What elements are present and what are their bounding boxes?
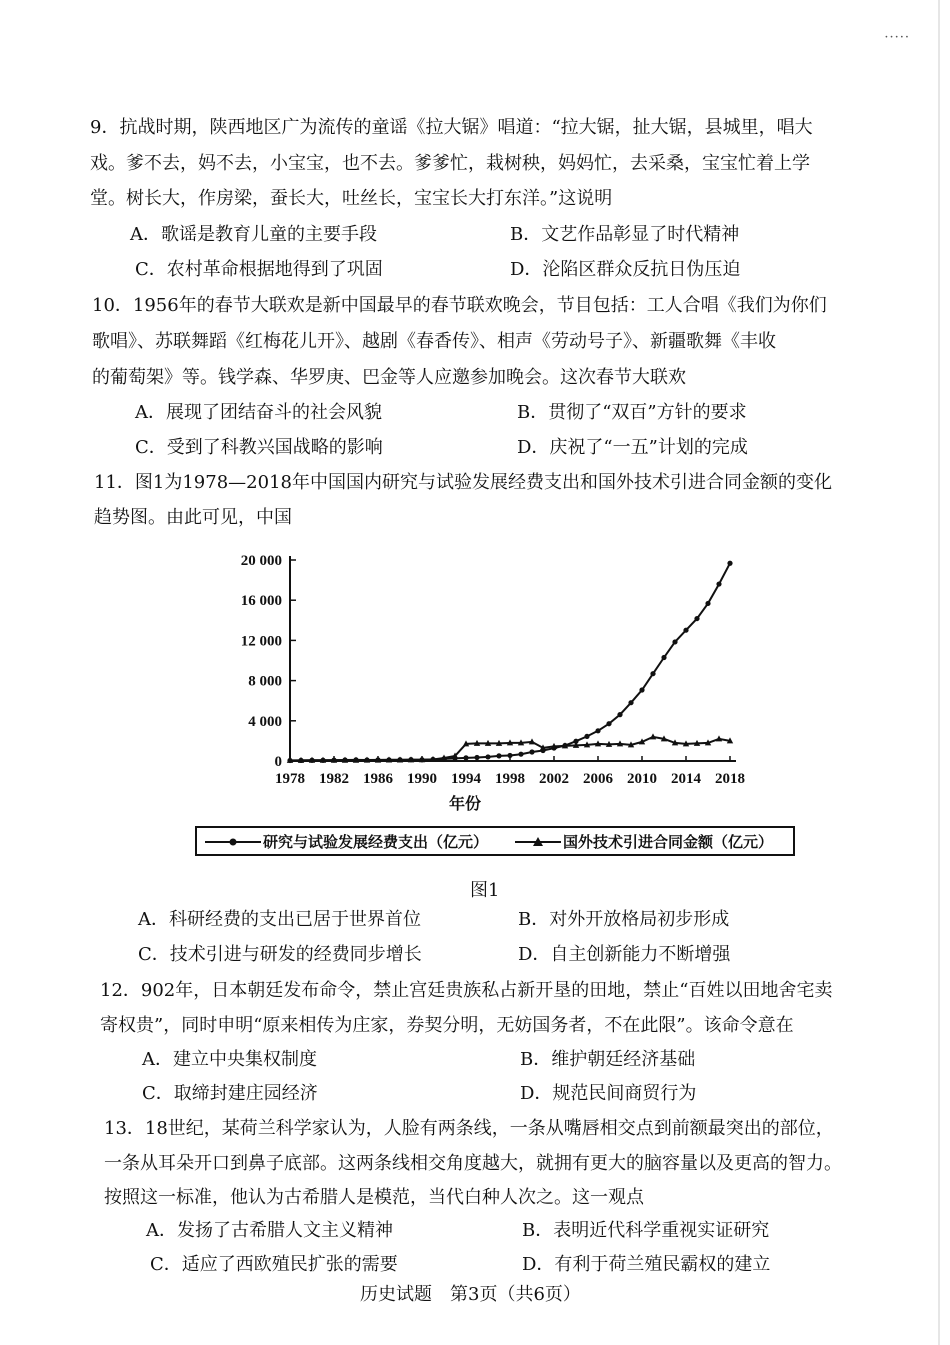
- rd-expenditure-point: [639, 687, 644, 692]
- legend-rd-label: 研究与试验发展经费支出（亿元）: [263, 833, 489, 851]
- x-tick-label: 2006: [583, 771, 613, 787]
- q9-stem-line-1: 9．抗战时期，陕西地区广为流传的童谣《拉大锯》唱道：“拉大锯，扯大锯，县城里，唱大: [90, 117, 813, 138]
- q12-option-a: A．建立中央集权制度: [142, 1049, 317, 1070]
- q9-option-c: C．农村革命根据地得到了巩固: [135, 259, 383, 280]
- q12-stem-line-1: 12．902年，日本朝廷发布命令，禁止宫廷贵族私占新开垦的田地，禁止“百姓以田地舍宅卖: [100, 980, 833, 1001]
- q12-option-d: D．规范民间商贸行为: [520, 1083, 697, 1104]
- rd-expenditure-series-line: [290, 563, 730, 760]
- y-tick-label: 0: [274, 754, 282, 770]
- rd-expenditure-point: [661, 655, 666, 660]
- rd-expenditure-point: [617, 712, 622, 717]
- x-tick-label: 1990: [407, 771, 437, 787]
- rd-expenditure-point: [606, 721, 611, 726]
- y-tick-label: 20 000: [240, 553, 282, 569]
- rd-vs-tech-import-line-chart: [195, 548, 815, 868]
- rd-expenditure-point: [507, 753, 512, 758]
- q9-option-b: B．文艺作品彰显了时代精神: [510, 224, 740, 245]
- x-tick-label: 1978: [275, 771, 305, 787]
- x-tick-label: 1994: [451, 771, 481, 787]
- rd-expenditure-point: [727, 561, 732, 566]
- y-tick-label: 12 000: [240, 633, 282, 650]
- q10-stem-line-1: 10．1956年的春节大联欢是新中国最早的春节联欢晚会，节目包括：工人合唱《我们为你们: [92, 295, 827, 316]
- legend-rd-marker-icon: [205, 836, 261, 848]
- y-tick-label: 16 000: [240, 593, 282, 610]
- x-tick-label: 2014: [671, 771, 701, 787]
- q11-option-d: D．自主创新能力不断增强: [518, 944, 731, 965]
- y-tick-label: 8 000: [248, 673, 282, 690]
- legend-import-marker-icon: [515, 836, 561, 848]
- q11-option-a: A．科研经费的支出已居于世界首位: [138, 909, 421, 930]
- q9-option-a: A．歌谣是教育儿童的主要手段: [130, 224, 377, 245]
- rd-expenditure-point: [683, 628, 688, 633]
- q13-stem-line-3: 按照这一标准，他认为古希腊人是模范，当代白种人次之。这一观点: [104, 1187, 644, 1208]
- legend-import-label: 国外技术引进合同金额（亿元）: [563, 833, 774, 851]
- rd-expenditure-point: [694, 616, 699, 621]
- x-tick-label: 1998: [495, 771, 525, 787]
- rd-expenditure-point: [496, 753, 501, 758]
- q9-stem-line-2: 戏。爹不去，妈不去，小宝宝，也不去。爹爹忙，栽树秧，妈妈忙，去采桑，宝宝忙着上学: [90, 153, 810, 174]
- x-tick-label: 2018: [715, 771, 745, 787]
- q10-option-b: B．贯彻了“双百”方针的要求: [517, 402, 747, 423]
- x-tick-label: 2002: [539, 771, 569, 787]
- q13-option-b: B．表明近代科学重视实证研究: [522, 1220, 770, 1241]
- q10-option-c: C．受到了科教兴国战略的影响: [135, 437, 383, 458]
- x-tick-label: 1986: [363, 771, 393, 787]
- q10-stem-line-3: 的葡萄架》等。钱学森、华罗庚、巴金等人应邀参加晚会。这次春节大联欢: [92, 367, 686, 388]
- q10-option-d: D．庆祝了“一五”计划的完成: [517, 437, 748, 458]
- q13-option-c: C．适应了西欧殖民扩张的需要: [150, 1254, 398, 1275]
- x-tick-label: 1982: [319, 771, 349, 787]
- rd-expenditure-point: [463, 755, 468, 760]
- q12-option-b: B．维护朝廷经济基础: [520, 1049, 696, 1070]
- q13-stem-line-1: 13．18世纪，某荷兰科学家认为，人脸有两条线，一条从嘴唇相交点到前额最突出的部位，: [104, 1118, 834, 1139]
- x-tick-label: 2010: [627, 771, 657, 787]
- chart-legend: [195, 826, 795, 856]
- rd-expenditure-point: [474, 755, 479, 760]
- q11-option-b: B．对外开放格局初步形成: [518, 909, 730, 930]
- q11-option-c: C．技术引进与研发的经费同步增长: [138, 944, 422, 965]
- rd-expenditure-point: [716, 581, 721, 586]
- rd-expenditure-point: [595, 728, 600, 733]
- q9-stem-line-3: 堂。树长大，作房梁，蚕长大，吐丝长，宝宝长大打东洋。”这说明: [90, 188, 613, 209]
- q10-option-a: A．展现了团结奋斗的社会风貌: [135, 402, 382, 423]
- q13-stem-line-2: 一条从耳朵开口到鼻子底部。这两条线相交角度越大，就拥有更大的脑容量以及更高的智力。: [104, 1153, 842, 1174]
- q10-stem-line-2: 歌唱》、苏联舞蹈《红梅花儿开》、越剧《春香传》、相声《劳动号子》、新疆歌舞《丰收: [92, 331, 776, 352]
- figure-caption: 图1: [470, 880, 500, 901]
- q9-option-d: D．沦陷区群众反抗日伪压迫: [510, 259, 741, 280]
- q12-option-c: C．取缔封建庄园经济: [142, 1083, 318, 1104]
- rd-expenditure-point: [529, 749, 534, 754]
- rd-expenditure-point: [650, 671, 655, 676]
- x-axis-label: 年份: [448, 796, 482, 813]
- corner-mark: ·····: [884, 30, 910, 45]
- rd-expenditure-point: [518, 752, 523, 757]
- q13-option-a: A．发扬了古希腊人文主义精神: [146, 1220, 393, 1241]
- q12-stem-line-2: 寄权贵”，同时申明“原来相传为庄家，券契分明，无妨国务者，不在此限”。该命令意在: [100, 1015, 794, 1036]
- rd-expenditure-point: [672, 639, 677, 644]
- page-footer: 历史试题 第3页（共6页）: [360, 1284, 581, 1305]
- rd-expenditure-point: [584, 734, 589, 739]
- rd-expenditure-point: [628, 700, 633, 705]
- rd-expenditure-point: [485, 754, 490, 759]
- q13-option-d: D．有利于荷兰殖民霸权的建立: [522, 1254, 771, 1275]
- y-tick-label: 4 000: [248, 713, 282, 730]
- page-edge-shadow: [938, 0, 940, 1345]
- rd-expenditure-point: [705, 601, 710, 606]
- q11-stem-line-1: 11．图1为1978—2018年中国国内研究与试验发展经费支出和国外技术引进合同金额的变化: [94, 472, 832, 493]
- q11-stem-line-2: 趋势图。由此可见，中国: [94, 507, 292, 528]
